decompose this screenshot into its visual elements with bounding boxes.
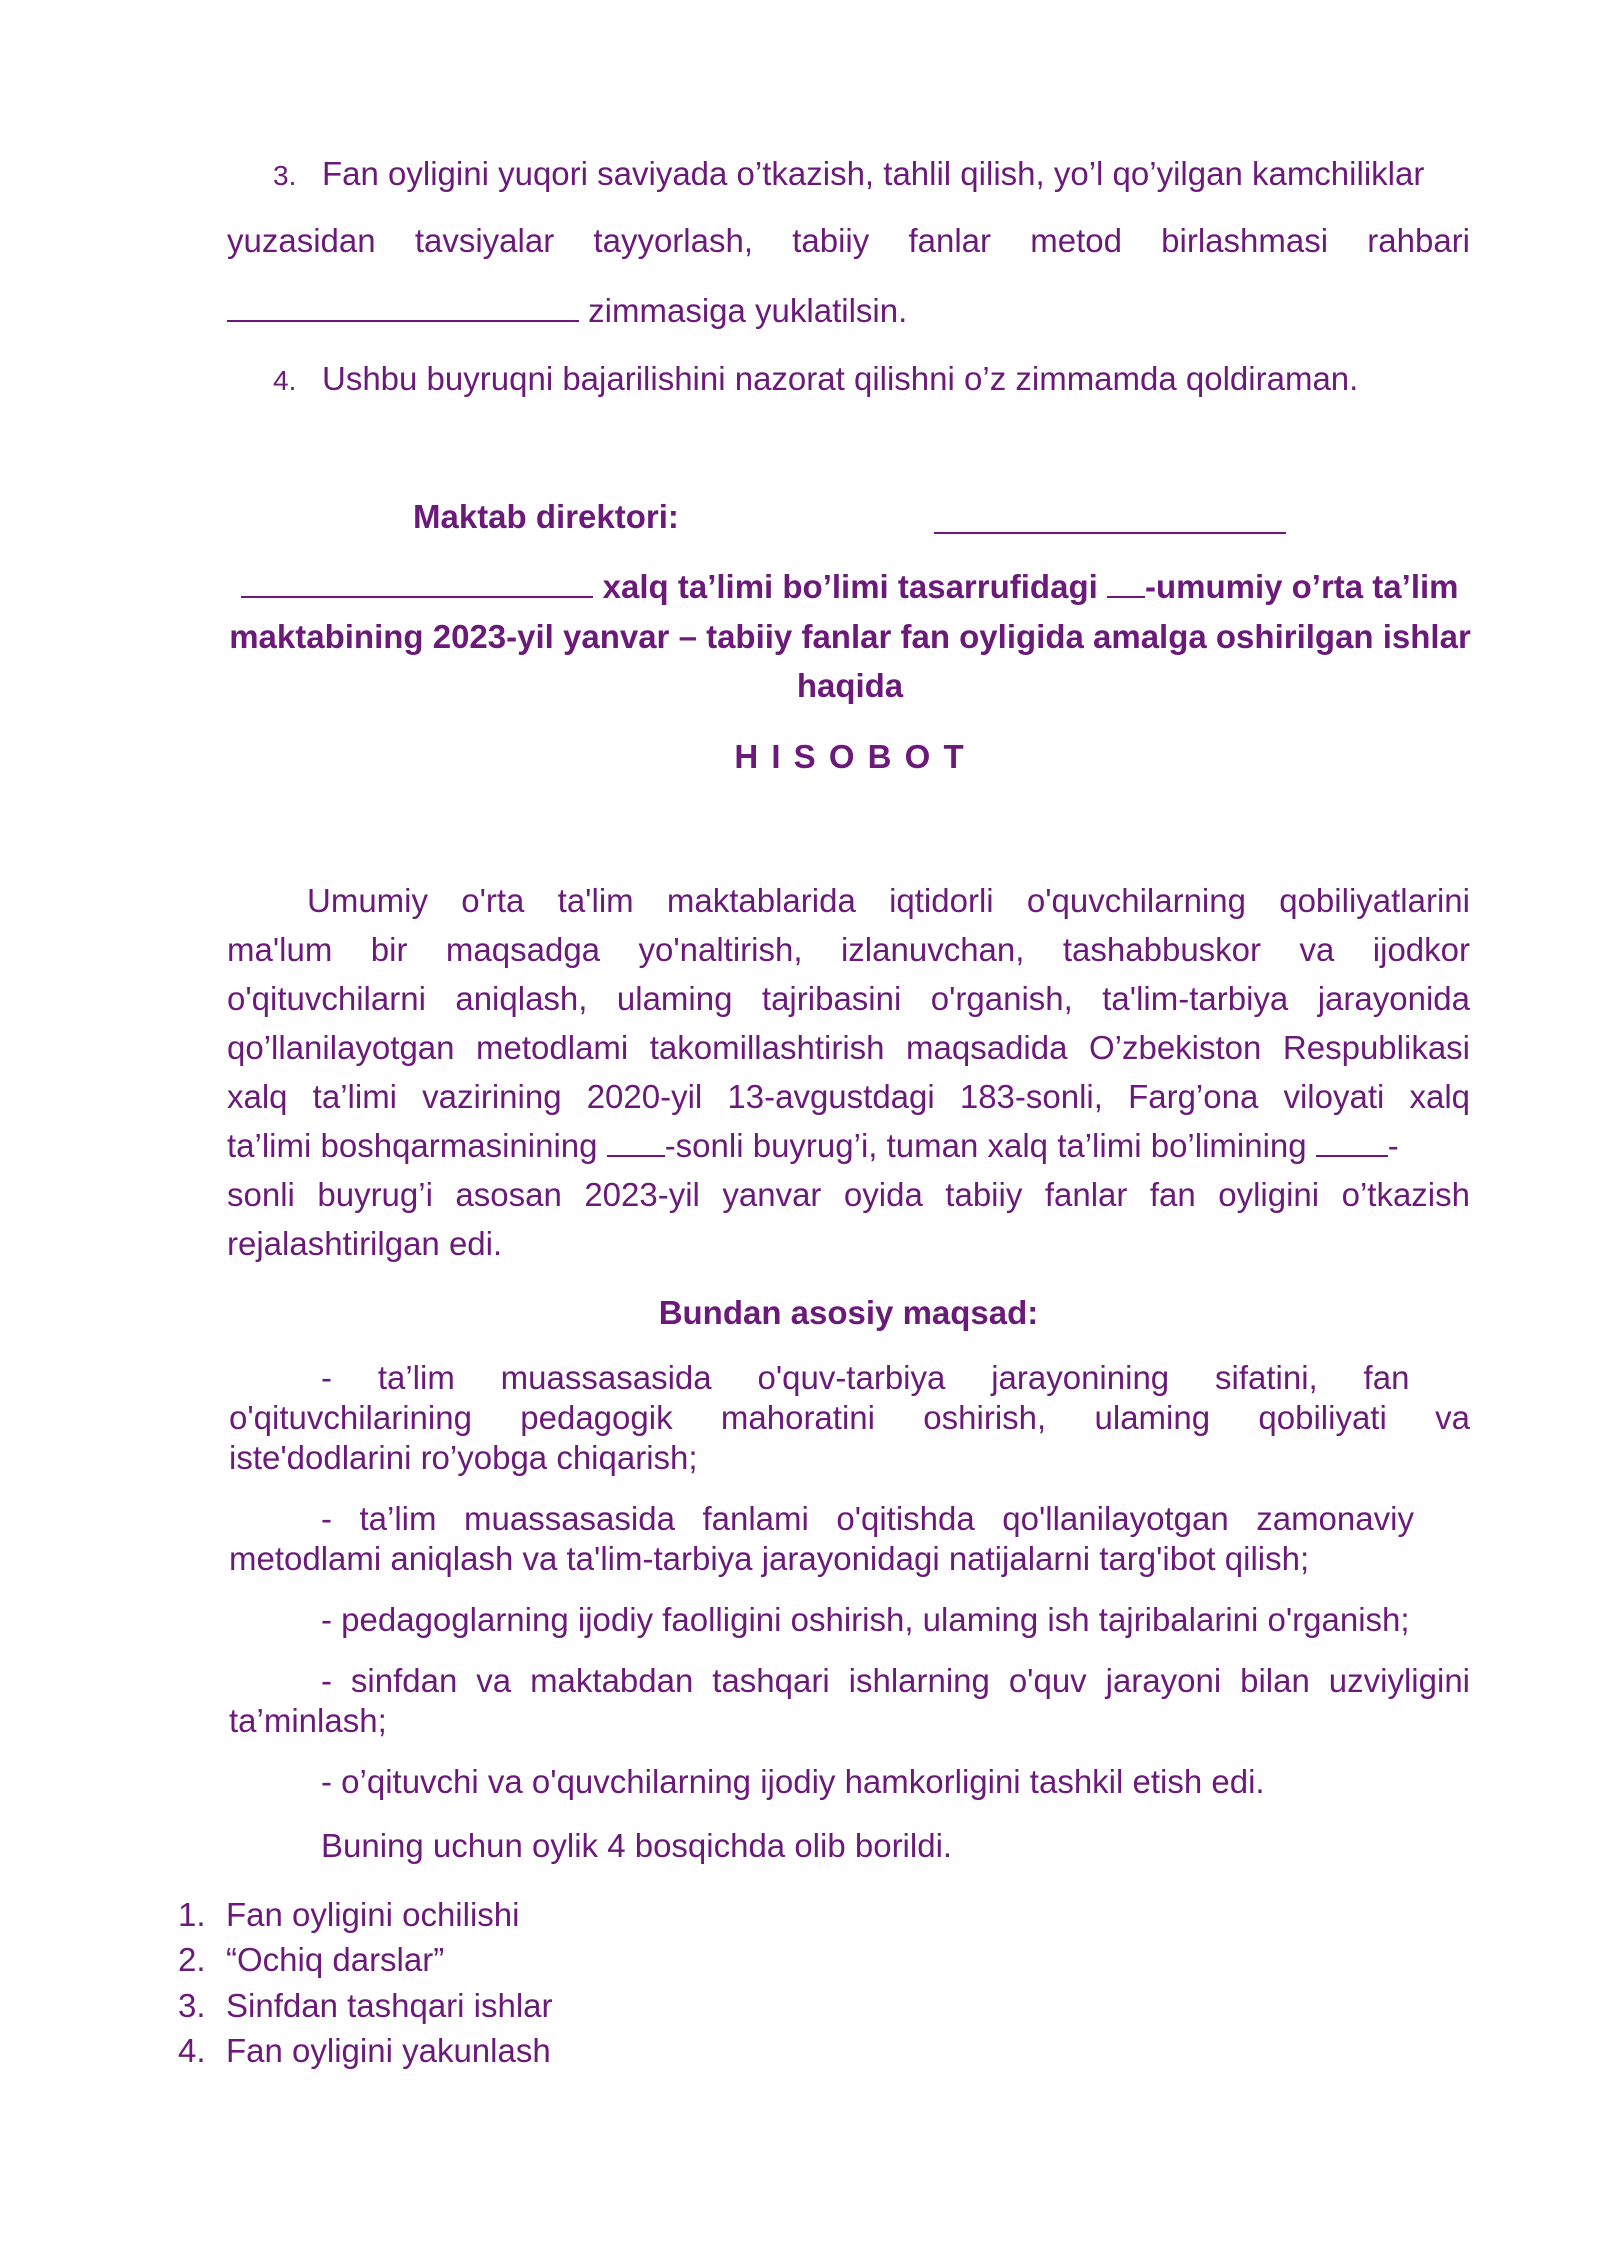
goal-1-line-2: o'qituvchilarining pedagogik mahoratini oshirish, ulaming qobiliyati va bbox=[229, 1399, 1470, 1436]
blank-line bbox=[1107, 566, 1145, 598]
goal-2-line-2: metodlami aniqlash va ta'lim-tarbiya jarayonidagi natijalarni targ'ibot qilish; bbox=[229, 1540, 1310, 1577]
blank-line bbox=[607, 1125, 665, 1157]
goal-4-line-2: ta’minlash; bbox=[229, 1702, 387, 1739]
list-number: 3. bbox=[273, 160, 297, 191]
intro-line-8: rejalashtirilgan edi. bbox=[227, 1225, 503, 1262]
item-3-line-3 bbox=[227, 287, 1470, 335]
stage-item: Fan oyligini ochilishi bbox=[226, 1896, 520, 1933]
stage-number: 4. bbox=[178, 2032, 206, 2069]
item-4-text: Ushbu buyruqni bajarilishini nazorat qilishni o’z zimmamda qoldiraman. bbox=[322, 360, 1359, 397]
blank-line bbox=[227, 290, 579, 322]
blank-line bbox=[1316, 1125, 1388, 1157]
goal-4-line-1: - sinfdan va maktabdan tashqari ishlarning o'quv jarayoni bilan uzviyligini bbox=[321, 1662, 1470, 1699]
goal-1-line-3: iste'dodlarini ro’yobga chiqarish; bbox=[229, 1439, 698, 1476]
goal-3: - pedagoglarning ijodiy faolligini oshirish, ulaming ish tajribalarini o'rganish; bbox=[321, 1601, 1410, 1638]
item-3-suffix: zimmasiga yuklatilsin. bbox=[588, 292, 908, 329]
intro-line-6: ta’limi boshqarmasinining -sonli buyrug’i, tuman xalq ta’limi bo’limining - bbox=[227, 1127, 1399, 1164]
stage-number: 1. bbox=[178, 1896, 206, 1933]
stage-number: 2. bbox=[178, 1941, 206, 1978]
intro-line-4: qo’llanilayotgan metodlami takomillashtirish maqsadida O’zbekiston Respublikasi bbox=[227, 1029, 1470, 1066]
report-heading-line-2: maktabining 2023-yil yanvar – tabiiy fanlar fan oyligida amalga oshirilgan ishlar bbox=[229, 618, 1471, 655]
blank-line bbox=[241, 566, 593, 598]
report-title: H I S O B O T bbox=[734, 738, 966, 775]
signature-label: Maktab direktori: bbox=[413, 498, 679, 535]
intro-line-1: Umumiy o'rta ta'lim maktablarida iqtidorli o'quvchilarning qobiliyatlarini bbox=[307, 882, 1470, 919]
item-3-line-2: yuzasidan tavsiyalar tayyorlash, tabiiy fanlar metod birlashmasi rahbari bbox=[227, 222, 1470, 259]
goal-1-line-1: - ta’lim muassasasida o'quv-tarbiya jarayonining sifatini, fan bbox=[321, 1359, 1410, 1396]
signature-line bbox=[934, 532, 1286, 534]
intro-line-2: ma'lum bir maqsadga yo'naltirish, izlanuvchan, tashabbuskor va ijodkor bbox=[227, 931, 1470, 968]
stage-item: Fan oyligini yakunlash bbox=[226, 2032, 551, 2069]
intro-line-7: sonli buyrug’i asosan 2023-yil yanvar oyida tabiiy fanlar fan oyligini o’tkazish bbox=[227, 1176, 1470, 1213]
stage-number: 3. bbox=[178, 1987, 206, 2024]
goals-heading: Bundan asosiy maqsad: bbox=[658, 1294, 1039, 1331]
intro-line-3: o'qituvchilarni aniqlash, ulaming tajribasini o'rganish, ta'lim-tarbiya jarayonida bbox=[227, 980, 1470, 1017]
stage-item: “Ochiq darslar” bbox=[226, 1941, 445, 1978]
goal-5: - o’qituvchi va o'quvchilarning ijodiy hamkorligini tashkil etish edi. bbox=[321, 1763, 1265, 1800]
goal-2-line-1: - ta’lim muassasasida fanlami o'qitishda qo'llanilayotgan zamonaviy bbox=[321, 1500, 1414, 1537]
stages-intro: Buning uchun oylik 4 bosqichda olib borildi. bbox=[321, 1827, 953, 1864]
item-3-line-1: Fan oyligini yuqori saviyada o’tkazish, tahlil qilish, yo’l qo’yilgan kamchiliklar bbox=[322, 155, 1425, 192]
list-number: 4. bbox=[273, 365, 297, 396]
report-heading-line-3: haqida bbox=[796, 667, 904, 704]
intro-line-5: xalq ta’limi vazirining 2020-yil 13-avgustdagi 183-sonli, Farg’ona viloyati xalq bbox=[227, 1078, 1470, 1115]
stage-item: Sinfdan tashqari ishlar bbox=[226, 1987, 553, 2024]
report-heading-line-1: xalq ta’limi bo’limi tasarrufidagi -umumiy o’rta ta’lim bbox=[234, 563, 1466, 611]
